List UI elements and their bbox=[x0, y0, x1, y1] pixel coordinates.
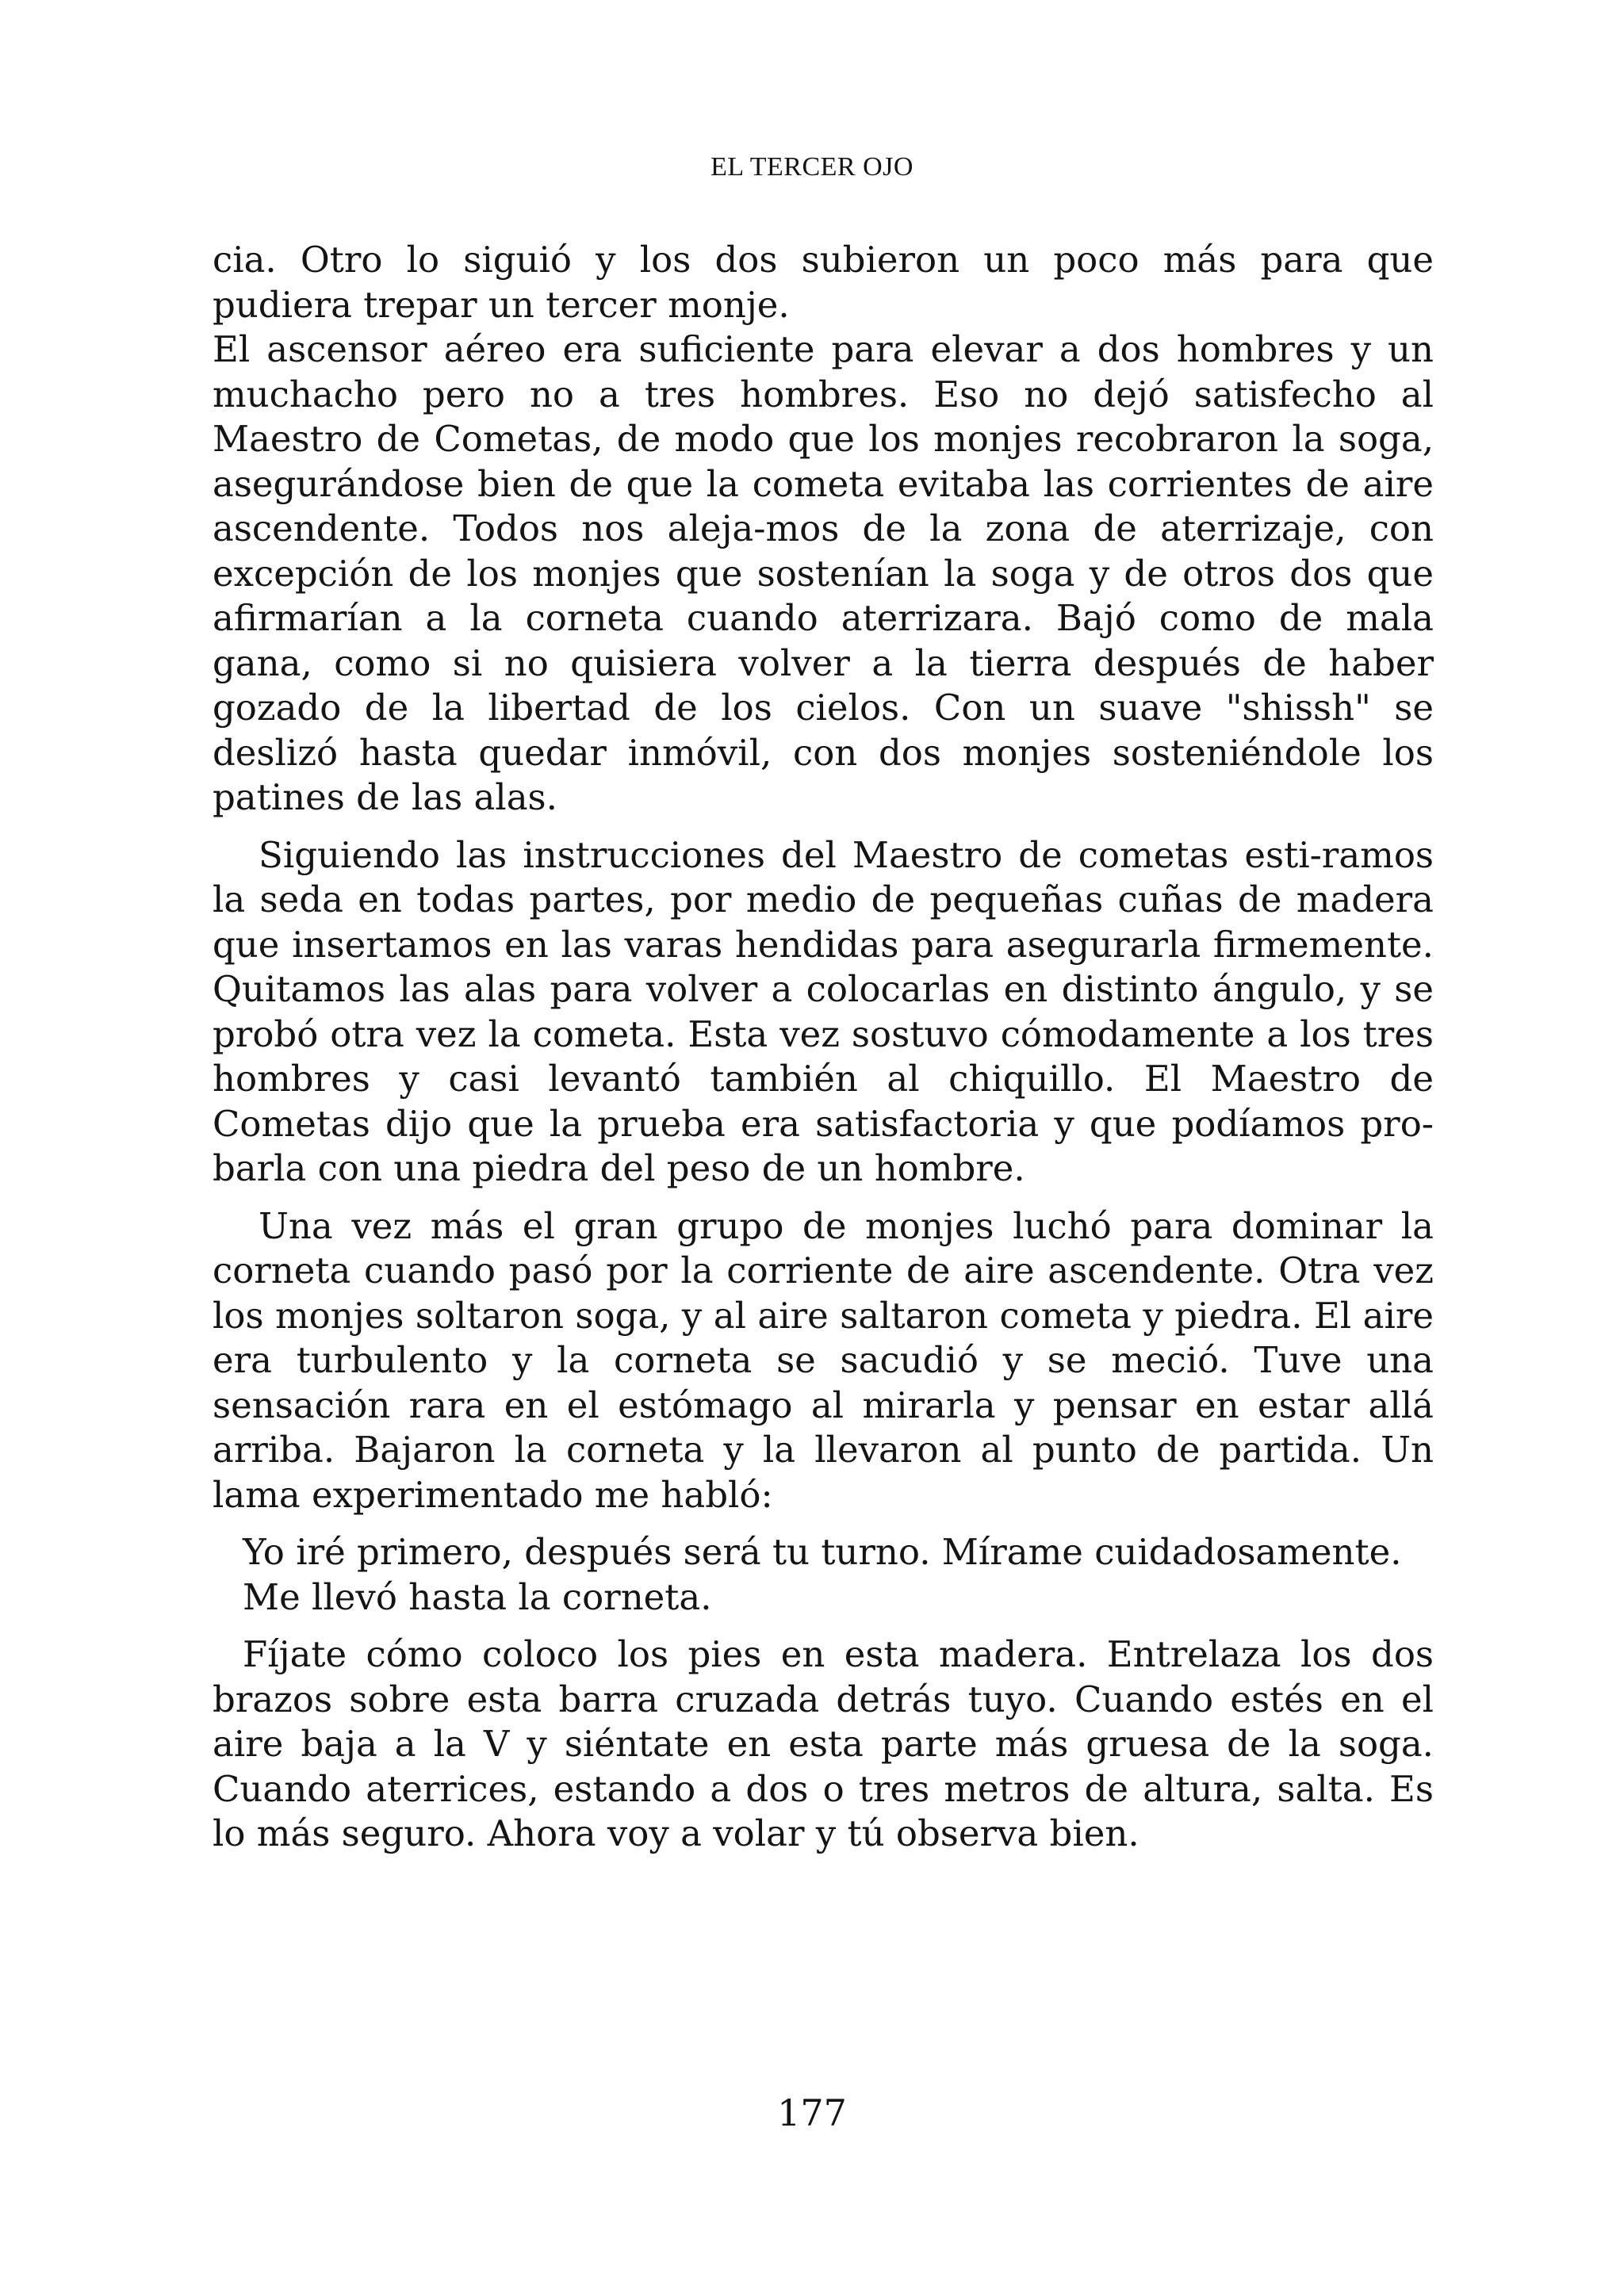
paragraph-silk-stretching: Siguiendo las instrucciones del Maestro de cometas esti-ramos la seda en todas partes, por medio de pequeñas cuñas de madera que insertamos en las varas hendidas para asegurarla firmemente. Quitamos las alas para volver a colocarlas en distinto ángulo, y se probó otra vez la cometa. Esta vez sostuvo cómodamente a los tres hombres y casi levantó también al chiquillo. El Maestro de Cometas dijo que la prueba era satisfactoria y que podíamos pro-barla con una piedra del peso de un hombre. bbox=[213, 833, 1434, 1189]
running-header: EL TERCER OJO bbox=[710, 152, 914, 182]
dialogue-instructions: Fíjate cómo coloco los pies en esta madera. Entrelaza los dos brazos sobre esta barra cruzada detrás tuyo. Cuando estés en el aire baja a la V y siéntate en esta parte más gruesa de la soga. Cuando aterrices, estando a dos o tres metros de altura, salta. Es lo más seguro. Ahora voy a volar y tú observa bien. bbox=[213, 1633, 1434, 1854]
paragraph-continuation: cia. Otro lo siguió y los dos subieron un poco más para que pudiera trepar un tercer monje. bbox=[213, 239, 1434, 326]
paragraph-stone-test: Una vez más el gran grupo de monjes luchó para dominar la corneta cuando pasó por la corriente de aire ascendente. Otra vez los monjes soltaron soga, y al aire saltaron cometa y piedra. El aire era turbulento y la corneta se sacudió y se meció. Tuve una sensación rara en el estómago al mirarla y pensar en estar allá arriba. Bajaron la corneta y la llevaron al punto de partida. Un lama experimentado me habló: bbox=[213, 1204, 1434, 1516]
paragraph-kite-lift-test: El ascensor aéreo era suficiente para elevar a dos hombres y un muchacho pero no a tres hombres. Eso no dejó satisfecho al Maestro de Cometas, de modo que los monjes recobraron la soga, asegurándose bien de que la cometa evitaba las corrientes de aire ascendente. Todos nos aleja-mos de la zona de aterrizaje, con excepción de los monjes que sostenían la soga y de otros dos que afirmarían a la corneta cuando aterrizara. Bajó como de mala gana, como si no quisiera volver a la tierra después de haber gozado de la libertad de los cielos. Con un suave "shissh" se deslizó hasta quedar inmóvil, con dos monjes sosteniéndole los patines de las alas. bbox=[213, 328, 1434, 818]
body-text bbox=[213, 238, 1434, 1857]
page-number: 177 bbox=[777, 2091, 847, 2134]
dialogue-lama-first: Yo iré primero, después será tu turno. Mírame cuidadosamente. bbox=[243, 1531, 1402, 1573]
paragraph-led-to-kite: Me llevó hasta la corneta. bbox=[243, 1575, 712, 1618]
